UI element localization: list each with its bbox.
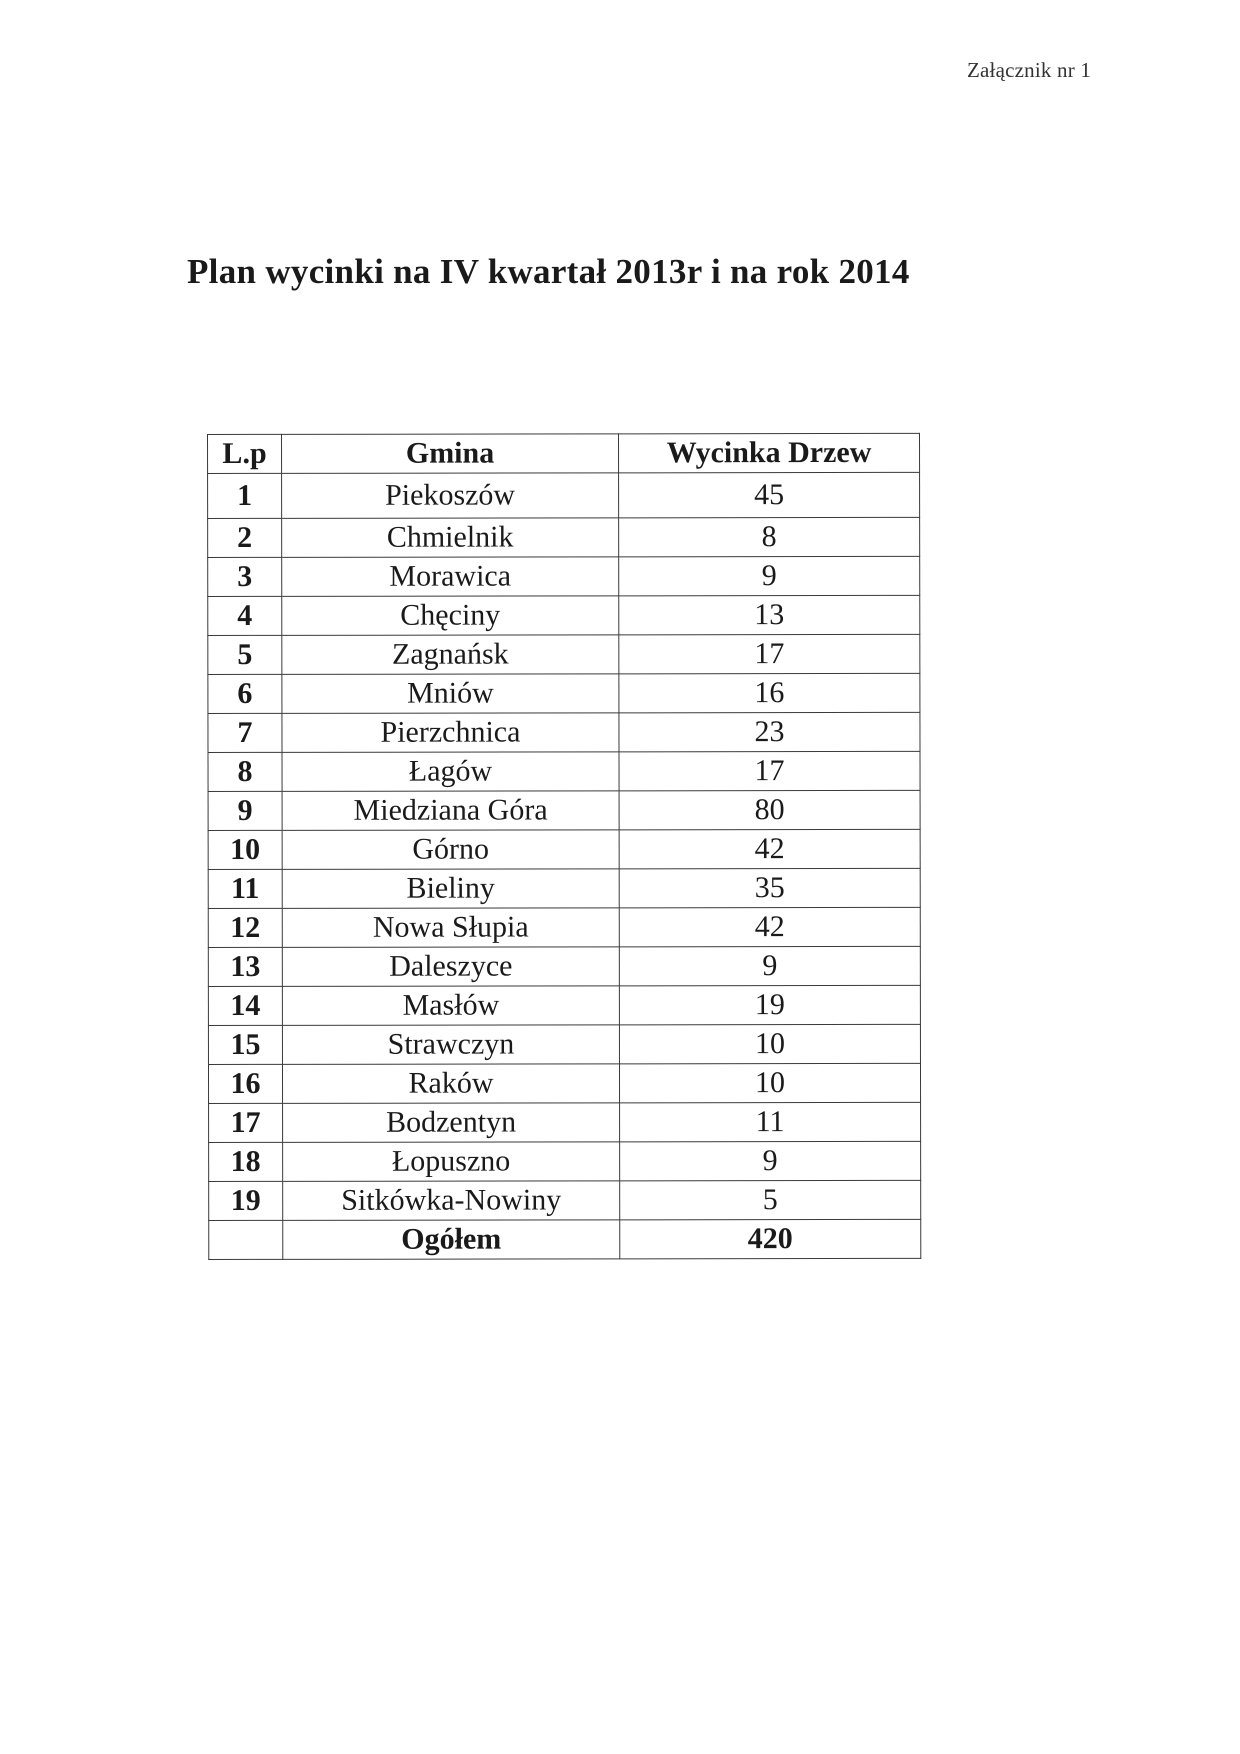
row-count-cell: 17	[619, 751, 920, 790]
row-count-cell: 10	[619, 1063, 920, 1102]
row-gmina-cell: Miedziana Góra	[282, 791, 619, 831]
row-count-cell: 13	[619, 595, 920, 634]
table-row	[209, 1141, 921, 1181]
row-lp-cell: 15	[208, 1025, 282, 1064]
row-count-cell: 17	[619, 634, 920, 673]
row-lp-cell: 14	[208, 986, 282, 1025]
table-row	[208, 634, 920, 674]
row-gmina-cell: Górno	[282, 830, 619, 870]
row-lp-cell: 9	[208, 791, 282, 830]
row-lp-cell: 13	[208, 947, 282, 986]
row-gmina-cell: Raków	[282, 1064, 619, 1104]
row-count-cell: 42	[619, 829, 920, 868]
row-gmina-cell: Zagnańsk	[282, 635, 619, 675]
page-title: Plan wycinki na IV kwartał 2013r i na rok 2014	[187, 252, 910, 291]
table-body	[208, 472, 921, 1220]
row-count-cell: 9	[619, 556, 920, 595]
row-gmina-cell: Sitkówka-Nowiny	[283, 1181, 620, 1221]
row-lp-cell: 4	[208, 596, 282, 635]
row-gmina-cell: Bodzentyn	[283, 1103, 620, 1143]
row-count-cell: 10	[619, 1024, 920, 1063]
table-row	[208, 829, 920, 869]
row-gmina-cell: Masłów	[282, 986, 619, 1026]
row-count-cell: 9	[619, 946, 920, 985]
row-lp-cell: 18	[209, 1142, 283, 1181]
row-count-cell: 35	[619, 868, 920, 907]
row-gmina-cell: Łagów	[282, 752, 619, 792]
header-lp: L.p	[208, 434, 282, 473]
table-row	[209, 1102, 921, 1142]
row-lp-cell: 19	[209, 1181, 283, 1220]
row-count-cell: 8	[619, 517, 920, 556]
row-lp-cell: 10	[208, 830, 282, 869]
header-count: Wycinka Drzew	[619, 433, 920, 472]
row-count-cell: 80	[619, 790, 920, 829]
row-count-cell: 19	[619, 985, 920, 1024]
table-row	[208, 712, 920, 752]
row-gmina-cell: Łopuszno	[283, 1142, 620, 1182]
row-gmina-cell: Bieliny	[282, 869, 619, 909]
table-row	[208, 985, 920, 1025]
row-gmina-cell: Chęciny	[282, 596, 619, 636]
table-row	[208, 1024, 920, 1064]
row-count-cell: 42	[619, 907, 920, 946]
table-row	[208, 673, 920, 713]
total-row	[209, 1219, 921, 1259]
table-footer	[209, 1219, 921, 1259]
table-row	[208, 595, 920, 635]
row-lp-cell: 11	[208, 869, 282, 908]
row-lp-cell: 8	[208, 752, 282, 791]
row-count-cell: 11	[620, 1102, 921, 1141]
row-count-cell: 9	[620, 1141, 921, 1180]
table-row	[208, 1063, 920, 1103]
row-gmina-cell: Nowa Słupia	[282, 908, 619, 948]
row-lp-cell: 17	[209, 1103, 283, 1142]
header-row	[208, 433, 920, 473]
tree-cutting-table-container	[207, 434, 920, 1260]
row-count-cell: 23	[619, 712, 920, 751]
table-row	[208, 946, 920, 986]
row-gmina-cell: Mniów	[282, 674, 619, 714]
row-lp-cell: 2	[208, 518, 282, 557]
row-gmina-cell: Chmielnik	[282, 518, 619, 558]
row-lp-cell: 3	[208, 557, 282, 596]
table-row	[208, 556, 920, 596]
row-lp-cell: 12	[208, 908, 282, 947]
table-row	[208, 790, 920, 830]
row-gmina-cell: Pierzchnica	[282, 713, 619, 753]
row-gmina-cell: Daleszyce	[282, 947, 619, 987]
total-label-cell: Ogółem	[283, 1220, 620, 1260]
annex-label: Załącznik nr 1	[967, 58, 1092, 82]
row-gmina-cell: Morawica	[282, 557, 619, 597]
row-lp-cell: 16	[208, 1064, 282, 1103]
table-row	[208, 751, 920, 791]
table-row	[209, 1180, 921, 1220]
row-lp-cell: 6	[208, 674, 282, 713]
tree-cutting-table	[207, 433, 921, 1260]
header-gmina: Gmina	[282, 434, 619, 474]
row-gmina-cell: Piekoszów	[282, 473, 619, 519]
row-gmina-cell: Strawczyn	[282, 1025, 619, 1065]
table-row	[208, 517, 920, 557]
table-row	[208, 472, 920, 518]
row-lp-cell: 1	[208, 473, 282, 518]
total-lp-cell	[209, 1220, 283, 1259]
table-header	[208, 433, 920, 473]
table-row	[208, 868, 920, 908]
row-count-cell: 5	[620, 1180, 921, 1219]
total-count-cell: 420	[620, 1219, 921, 1258]
table-row	[208, 907, 920, 947]
row-count-cell: 45	[619, 472, 920, 517]
row-lp-cell: 5	[208, 635, 282, 674]
row-count-cell: 16	[619, 673, 920, 712]
row-lp-cell: 7	[208, 713, 282, 752]
